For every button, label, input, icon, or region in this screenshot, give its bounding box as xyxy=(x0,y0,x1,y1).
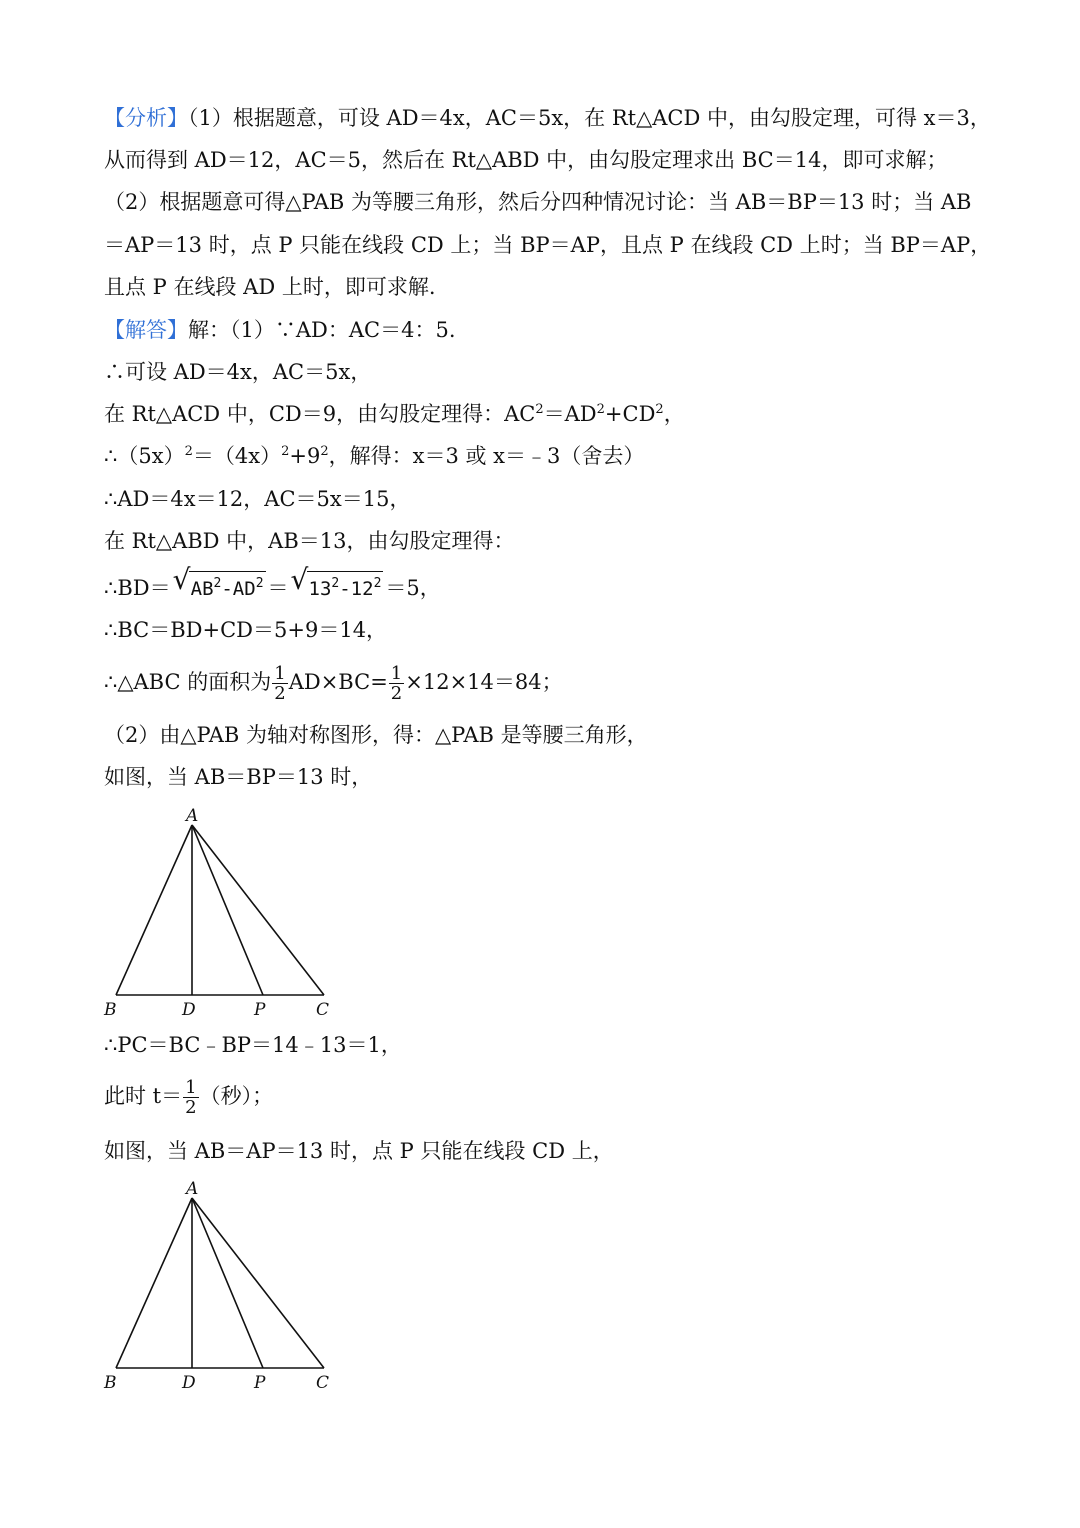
exponent: 2 xyxy=(596,402,605,417)
eq-text: ， xyxy=(663,402,685,426)
label-a: A xyxy=(186,1179,199,1199)
eq-text: ×12×14＝84； xyxy=(405,670,563,694)
numerator: 1 xyxy=(274,663,286,684)
eq-text: ＝ xyxy=(267,576,289,600)
sqrt-expression-1: √ $AB^2-AD^2$ xyxy=(173,571,266,604)
label-c: C xyxy=(316,1000,330,1020)
solution-line-2: ∴可设 AD＝4x，AC＝5x， xyxy=(104,360,372,384)
exponent: 2 xyxy=(320,444,329,459)
sqrt-term: 13 xyxy=(308,578,332,600)
solution-line-13 xyxy=(104,1078,273,1117)
label-a: A xyxy=(186,806,199,826)
sqrt-term: -AD xyxy=(221,578,256,600)
analysis-tag: 【分析】 xyxy=(104,106,188,130)
eq-text: ＝（4x） xyxy=(192,444,282,468)
label-p: P xyxy=(254,1373,266,1393)
exponent: 2 xyxy=(213,576,222,591)
numerator: 1 xyxy=(390,663,403,684)
label-d: D xyxy=(182,1373,196,1393)
solution-tag: 【解答】 xyxy=(104,318,188,342)
eq-text: ，解得：x＝3 或 x＝﹣3（舍去） xyxy=(328,444,645,468)
side-ab xyxy=(116,825,192,995)
solution-line-10: （2）由△PAB 为轴对称图形，得：△PAB 是等腰三角形， xyxy=(104,723,648,747)
triangle-figure-1 xyxy=(100,805,340,1020)
solution-line-8: ∴BC＝BD+CD＝5+9＝14， xyxy=(104,618,388,642)
solution-line-14: 如图，当 AB＝AP＝13 时，点 P 只能在线段 CD 上， xyxy=(104,1139,614,1163)
eq-text: 此时 t＝ xyxy=(104,1084,183,1108)
analysis-line-5: 且点 P 在线段 AD 上时，即可求解. xyxy=(104,275,436,299)
analysis-line-1 xyxy=(104,103,991,133)
analysis-line-3: （2）根据题意可得△PAB 为等腰三角形，然后分四种情况讨论：当 AB＝BP＝13 时；当 AB xyxy=(104,190,972,214)
exponent: 2 xyxy=(281,444,290,459)
exponent: 2 xyxy=(655,402,664,417)
solution-line-6: 在 Rt△ABD 中，AB＝13，由勾股定理得： xyxy=(104,529,515,553)
exponent: 2 xyxy=(184,444,193,459)
solution-line-4 xyxy=(104,441,644,471)
numerator: 1 xyxy=(185,1077,197,1098)
solution-line-5: ∴AD＝4x＝12，AC＝5x＝15， xyxy=(104,487,411,511)
sqrt-expression-2: √ $13^2-12^2$ xyxy=(291,571,384,604)
eq-text: ∴BD＝ xyxy=(104,576,171,600)
exponent: 2 xyxy=(373,576,382,591)
segment-ap xyxy=(192,1198,263,1368)
eq-text: ＝5， xyxy=(385,576,441,600)
side-ac xyxy=(192,825,324,995)
denominator: 2 xyxy=(185,1097,197,1118)
denominator: 2 xyxy=(390,683,403,704)
solution-line-11: 如图，当 AB＝BP＝13 时， xyxy=(104,765,373,789)
analysis-line-2: 从而得到 AD＝12，AC＝5，然后在 Rt△ABD 中，由勾股定理求出 BC＝14，即可求解； xyxy=(104,148,948,172)
eq-text: AD×BC= xyxy=(288,670,388,694)
solution-line-12: ∴PC＝BC﹣BP＝14﹣13＝1， xyxy=(104,1033,402,1057)
eq-text: （秒）； xyxy=(199,1084,274,1108)
label-p: P xyxy=(254,1000,266,1020)
eq-text: ＝AD xyxy=(543,402,597,426)
sqrt-term: AB xyxy=(190,578,214,600)
exponent: 2 xyxy=(331,576,340,591)
eq-text: ∴（5x） xyxy=(104,444,185,468)
fraction-half xyxy=(272,664,287,703)
label-d: D xyxy=(182,1000,196,1020)
segment-ap xyxy=(192,825,263,995)
eq-text: +9 xyxy=(289,444,321,468)
label-b: B xyxy=(104,1373,117,1393)
side-ac xyxy=(192,1198,324,1368)
denominator: 2 xyxy=(274,683,286,704)
sqrt-term: -12 xyxy=(339,578,374,600)
analysis-text-1: （1）根据题意，可设 AD＝4x，AC＝5x，在 Rt△ACD 中，由勾股定理，可得 x＝3， xyxy=(188,106,991,130)
fraction-half xyxy=(389,664,404,703)
eq-text: 在 Rt△ACD 中，CD＝9，由勾股定理得：AC xyxy=(104,402,536,426)
analysis-line-4: ＝AP＝13 时，点 P 只能在线段 CD 上；当 BP＝AP，且点 P 在线段 CD 上时；当 BP＝AP， xyxy=(104,233,992,257)
solution-line-7 xyxy=(104,563,441,604)
triangle-figure-2 xyxy=(100,1178,340,1393)
exponent: 2 xyxy=(535,402,544,417)
fraction-half xyxy=(183,1078,198,1117)
label-b: B xyxy=(104,1000,117,1020)
solution-line-3 xyxy=(104,399,685,429)
solution-text-1: 解：（1）∵AD：AC＝4：5. xyxy=(188,318,456,342)
eq-text: ∴△ABC 的面积为 xyxy=(104,670,272,694)
eq-text: +CD xyxy=(604,402,656,426)
solution-line-9 xyxy=(104,664,563,703)
solution-line-1 xyxy=(104,315,456,345)
exponent: 2 xyxy=(255,576,264,591)
side-ab xyxy=(116,1198,192,1368)
label-c: C xyxy=(316,1373,330,1393)
